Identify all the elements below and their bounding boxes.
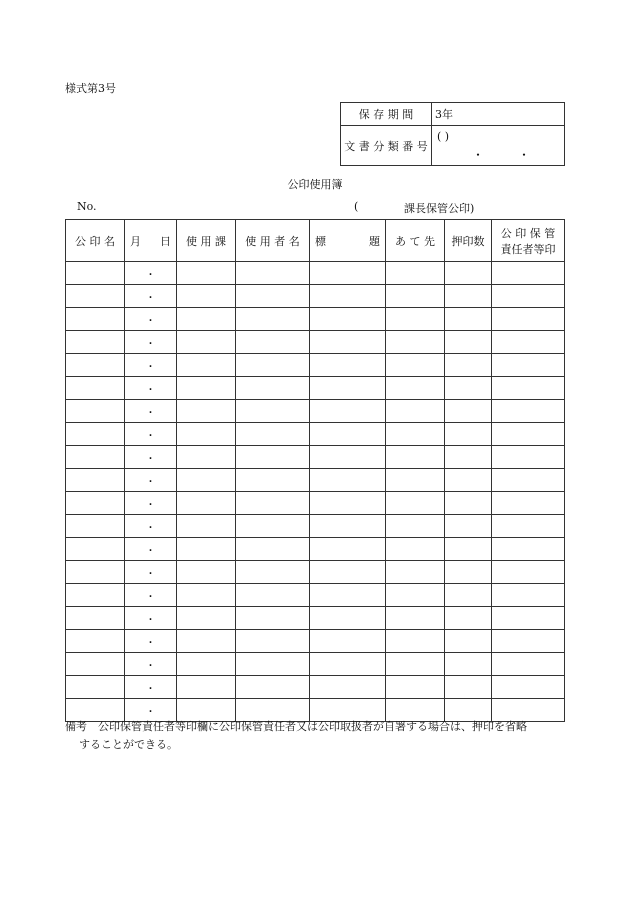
- table-cell[interactable]: [445, 331, 492, 354]
- table-cell[interactable]: [66, 354, 125, 377]
- table-cell[interactable]: [236, 354, 310, 377]
- table-cell[interactable]: [310, 492, 386, 515]
- table-cell[interactable]: [445, 676, 492, 699]
- table-cell[interactable]: [310, 538, 386, 561]
- table-cell[interactable]: [236, 469, 310, 492]
- table-cell[interactable]: [177, 584, 236, 607]
- footnote-line1: 備考 公印保管責任者等印欄に公印保管責任者又は公印取扱者が自署する場合は、押印を省略: [65, 720, 527, 733]
- table-cell[interactable]: [445, 446, 492, 469]
- table-cell[interactable]: ・: [125, 262, 177, 285]
- classification-label: 文 書 分 類 番 号: [341, 126, 432, 166]
- classification-value: [432, 126, 565, 166]
- table-cell[interactable]: ・: [125, 377, 177, 400]
- table-cell[interactable]: [236, 607, 310, 630]
- table-cell[interactable]: [310, 676, 386, 699]
- table-cell[interactable]: [310, 400, 386, 423]
- table-cell[interactable]: [66, 377, 125, 400]
- table-cell[interactable]: [310, 262, 386, 285]
- table-cell[interactable]: [310, 469, 386, 492]
- retention-period-label: 保 存 期 間: [341, 103, 432, 126]
- table-cell[interactable]: [236, 446, 310, 469]
- table-cell[interactable]: [492, 285, 565, 308]
- table-cell[interactable]: [236, 492, 310, 515]
- table-cell[interactable]: ・: [125, 607, 177, 630]
- table-cell[interactable]: [236, 630, 310, 653]
- table-cell[interactable]: [310, 331, 386, 354]
- table-cell[interactable]: [236, 400, 310, 423]
- table-cell[interactable]: [492, 469, 565, 492]
- table-row: [66, 676, 565, 699]
- table-cell[interactable]: [310, 584, 386, 607]
- table-cell[interactable]: [177, 285, 236, 308]
- table-cell[interactable]: [177, 423, 236, 446]
- table-cell[interactable]: ・: [125, 354, 177, 377]
- table-cell[interactable]: [236, 515, 310, 538]
- table-row: [66, 653, 565, 676]
- table-cell[interactable]: [386, 400, 445, 423]
- header-subject-right: 題: [369, 234, 380, 248]
- table-cell[interactable]: [66, 308, 125, 331]
- table-cell[interactable]: [310, 423, 386, 446]
- table-cell[interactable]: [445, 515, 492, 538]
- table-cell[interactable]: [492, 400, 565, 423]
- table-body: [66, 262, 565, 722]
- table-cell[interactable]: [492, 653, 565, 676]
- table-cell[interactable]: ・: [125, 561, 177, 584]
- header-seal-name: 公 印 名: [66, 220, 125, 262]
- table-cell[interactable]: [492, 676, 565, 699]
- table-row: [66, 377, 565, 400]
- table-cell[interactable]: [386, 653, 445, 676]
- table-cell[interactable]: [236, 561, 310, 584]
- table-cell[interactable]: [386, 676, 445, 699]
- table-cell[interactable]: ・: [125, 400, 177, 423]
- table-cell[interactable]: ・: [125, 469, 177, 492]
- table-header-row: [66, 220, 565, 262]
- table-cell[interactable]: [236, 653, 310, 676]
- table-cell[interactable]: [236, 331, 310, 354]
- table-cell[interactable]: [492, 607, 565, 630]
- table-cell[interactable]: [177, 676, 236, 699]
- table-cell[interactable]: [386, 515, 445, 538]
- table-cell[interactable]: [445, 285, 492, 308]
- table-cell[interactable]: [386, 354, 445, 377]
- table-row: [66, 630, 565, 653]
- table-cell[interactable]: [386, 607, 445, 630]
- table-cell[interactable]: [492, 538, 565, 561]
- table-cell[interactable]: [386, 308, 445, 331]
- table-cell[interactable]: [445, 308, 492, 331]
- table-cell[interactable]: [177, 400, 236, 423]
- table-cell[interactable]: [386, 331, 445, 354]
- table-cell[interactable]: [386, 469, 445, 492]
- table-cell[interactable]: [445, 607, 492, 630]
- table-row: [66, 492, 565, 515]
- header-department: 使 用 課: [177, 220, 236, 262]
- table-cell[interactable]: [177, 561, 236, 584]
- table-cell[interactable]: [445, 469, 492, 492]
- table-cell[interactable]: [236, 538, 310, 561]
- header-subject-left: 標: [315, 234, 326, 248]
- table-row: [66, 469, 565, 492]
- table-cell[interactable]: [492, 354, 565, 377]
- table-row: [66, 515, 565, 538]
- table-cell[interactable]: [177, 653, 236, 676]
- table-cell[interactable]: [236, 423, 310, 446]
- table-cell[interactable]: [236, 308, 310, 331]
- table-cell[interactable]: [310, 354, 386, 377]
- footnote-line2: することができる。: [79, 738, 178, 751]
- table-cell[interactable]: [236, 377, 310, 400]
- table-cell[interactable]: [177, 515, 236, 538]
- table-cell[interactable]: [386, 561, 445, 584]
- table-cell[interactable]: [177, 607, 236, 630]
- table-row: [66, 584, 565, 607]
- table-cell[interactable]: [66, 653, 125, 676]
- table-cell[interactable]: [66, 423, 125, 446]
- header-custodian-line2: 責任者等印: [500, 242, 556, 256]
- table-cell[interactable]: [236, 262, 310, 285]
- table-row: [66, 331, 565, 354]
- table-cell[interactable]: [445, 538, 492, 561]
- table-cell[interactable]: [492, 584, 565, 607]
- table-cell[interactable]: [177, 354, 236, 377]
- table-cell[interactable]: [386, 446, 445, 469]
- table-cell[interactable]: ・: [125, 538, 177, 561]
- table-cell[interactable]: [177, 446, 236, 469]
- header-subject: [310, 220, 386, 262]
- table-cell[interactable]: ・: [125, 676, 177, 699]
- table-cell[interactable]: ・: [125, 630, 177, 653]
- table-cell[interactable]: [177, 331, 236, 354]
- table-cell[interactable]: [66, 584, 125, 607]
- table-cell[interactable]: [177, 630, 236, 653]
- table-row: [66, 308, 565, 331]
- table-cell[interactable]: [386, 262, 445, 285]
- classification-row: [341, 126, 565, 166]
- table-cell[interactable]: [492, 446, 565, 469]
- table-cell[interactable]: [445, 561, 492, 584]
- table-cell[interactable]: [66, 446, 125, 469]
- table-cell[interactable]: ・: [125, 699, 177, 722]
- table-cell[interactable]: ・: [125, 515, 177, 538]
- table-cell[interactable]: [310, 630, 386, 653]
- table-cell[interactable]: [492, 308, 565, 331]
- table-row: [66, 561, 565, 584]
- table-row: [66, 607, 565, 630]
- table-row: [66, 423, 565, 446]
- table-row: [66, 446, 565, 469]
- table-cell[interactable]: [492, 262, 565, 285]
- table-cell[interactable]: [386, 630, 445, 653]
- custody-paren: (: [354, 200, 359, 213]
- table-cell[interactable]: [66, 515, 125, 538]
- table-cell[interactable]: [66, 331, 125, 354]
- table-cell[interactable]: [310, 446, 386, 469]
- table-cell[interactable]: [492, 630, 565, 653]
- table-cell[interactable]: [236, 676, 310, 699]
- header-addressee: あ て 先: [386, 220, 445, 262]
- seal-usage-table: [65, 219, 565, 722]
- table-cell[interactable]: [177, 377, 236, 400]
- retention-period-row: [341, 103, 565, 126]
- table-cell[interactable]: [177, 262, 236, 285]
- table-cell[interactable]: [177, 308, 236, 331]
- table-cell[interactable]: ・: [125, 308, 177, 331]
- table-cell[interactable]: [386, 584, 445, 607]
- ledger-title: 公印使用簿: [287, 178, 343, 191]
- table-cell[interactable]: [310, 308, 386, 331]
- table-cell[interactable]: [445, 354, 492, 377]
- table-cell[interactable]: [66, 492, 125, 515]
- table-cell[interactable]: [492, 561, 565, 584]
- retention-table: [340, 102, 565, 166]
- table-row: [66, 354, 565, 377]
- classification-dot: ・: [518, 148, 531, 162]
- table-cell[interactable]: [492, 423, 565, 446]
- table-cell[interactable]: ・: [125, 423, 177, 446]
- header-date: [125, 220, 177, 262]
- header-stamp-count: 押印数: [445, 220, 492, 262]
- classification-paren: ( ): [437, 130, 450, 143]
- table-cell[interactable]: [386, 377, 445, 400]
- table-cell[interactable]: [445, 400, 492, 423]
- table-cell[interactable]: [445, 653, 492, 676]
- table-row: [66, 262, 565, 285]
- table-row: [66, 285, 565, 308]
- table-cell[interactable]: [236, 285, 310, 308]
- table-cell[interactable]: [386, 492, 445, 515]
- table-cell[interactable]: [310, 653, 386, 676]
- table-cell[interactable]: [66, 400, 125, 423]
- table-cell[interactable]: [66, 630, 125, 653]
- table-cell[interactable]: [445, 377, 492, 400]
- table-cell[interactable]: [310, 607, 386, 630]
- number-label: No.: [77, 200, 97, 213]
- table-cell[interactable]: [66, 285, 125, 308]
- header-day: 日: [160, 234, 171, 248]
- table-cell[interactable]: [236, 584, 310, 607]
- table-row: [66, 400, 565, 423]
- table-cell[interactable]: [492, 492, 565, 515]
- table-cell[interactable]: [445, 584, 492, 607]
- table-cell[interactable]: [66, 607, 125, 630]
- table-cell[interactable]: ・: [125, 331, 177, 354]
- table-cell[interactable]: [177, 538, 236, 561]
- header-custodian-seal: [492, 220, 565, 262]
- custody-label: 課長保管公印): [404, 202, 475, 215]
- header-month: 月: [130, 234, 141, 248]
- table-cell[interactable]: [492, 515, 565, 538]
- table-cell[interactable]: [492, 377, 565, 400]
- table-cell[interactable]: [310, 515, 386, 538]
- table-cell[interactable]: [386, 285, 445, 308]
- form-number: 様式第3号: [65, 82, 116, 95]
- table-cell[interactable]: [66, 469, 125, 492]
- table-cell[interactable]: ・: [125, 584, 177, 607]
- table-cell[interactable]: [386, 423, 445, 446]
- table-cell[interactable]: [445, 423, 492, 446]
- table-cell[interactable]: [66, 262, 125, 285]
- table-cell[interactable]: ・: [125, 285, 177, 308]
- table-cell[interactable]: [66, 561, 125, 584]
- table-cell[interactable]: [310, 561, 386, 584]
- header-custodian-line1: 公 印 保 管: [500, 226, 556, 240]
- header-user-name: 使 用 者 名: [236, 220, 310, 262]
- table-cell[interactable]: [310, 285, 386, 308]
- table-cell[interactable]: [177, 469, 236, 492]
- footnote: [65, 718, 585, 754]
- table-cell[interactable]: [492, 331, 565, 354]
- table-cell[interactable]: [445, 262, 492, 285]
- table-cell[interactable]: [66, 676, 125, 699]
- table-cell[interactable]: [177, 492, 236, 515]
- table-cell[interactable]: ・: [125, 653, 177, 676]
- table-cell[interactable]: ・: [125, 446, 177, 469]
- classification-dot: ・: [472, 148, 485, 162]
- table-row: [66, 538, 565, 561]
- table-cell[interactable]: [310, 377, 386, 400]
- table-cell[interactable]: [386, 538, 445, 561]
- table-cell[interactable]: [445, 630, 492, 653]
- table-cell[interactable]: ・: [125, 492, 177, 515]
- table-cell[interactable]: [66, 538, 125, 561]
- retention-period-value: 3年: [432, 103, 565, 126]
- table-cell[interactable]: [445, 492, 492, 515]
